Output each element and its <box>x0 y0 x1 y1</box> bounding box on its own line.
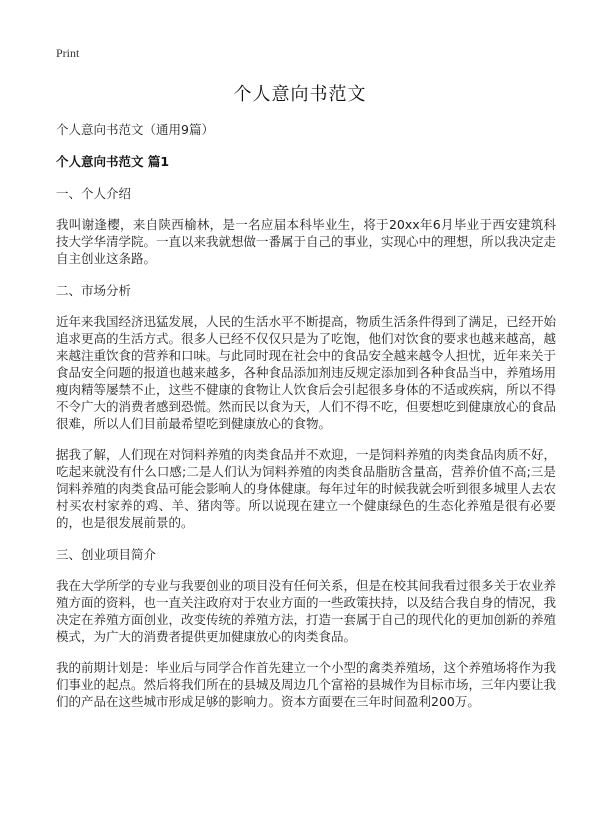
paragraph: 我的前期计划是：毕业后与同学合作首先建立一个小型的禽类养殖场，这个养殖场将作为我们事业的起点。然后将我们所在的县城及周边几个富裕的县城作为目标市场，三年内要让我们的产品在这些城市形成足够的影响力。资本方面要在三年时间盈利200万。 <box>56 660 557 709</box>
paragraph: 我叫谢逢樱，来自陕西榆林，是一名应届本科毕业生，将于20xx年6月毕业于西安建筑科技大学华清学院。一直以来我就想做一番属于自己的事业，实现心中的理想，所以我决定走自主创业这条路。 <box>56 217 557 266</box>
section-heading: 个人意向书范文 篇1 <box>56 154 170 169</box>
paragraph: 据我了解，人们现在对饲料养殖的肉类食品并不欢迎，一是饲料养殖的肉类食品肉质不好，吃起来就没有什么口感;二是人们认为饲料养殖的肉类食品脂肪含量高，营养价值不高;三是饲料养殖的肉类食品可能会影响人的身体健康。每年过年的时候我就会听到很多城里人去农村买农村家养的鸡、羊、猪肉等。所以说现在建立一个健康绿色的生态化养殖是很有必要的，也是很发展前景的。 <box>56 447 557 530</box>
document-title: 个人意向书范文 <box>233 84 367 105</box>
paragraph: 我在大学所学的专业与我要创业的项目没有任何关系，但是在校其间我看过很多关于农业养殖方面的资料，也一直关注政府对于农业方面的一些政策扶持，以及结合我自身的情况，我决定在养殖方面创业，改变传统的养殖方法，打造一套属于自己的现代化的更加创新的养殖模式，为广大的消费者提供更加健康放心的肉类食品。 <box>56 578 557 644</box>
document-body <box>56 120 556 724</box>
print-label: Print <box>56 46 80 60</box>
part-heading-intro: 一、个人介绍 <box>56 186 132 201</box>
part-heading-market: 二、市场分析 <box>56 283 132 298</box>
paragraph: 近年来我国经济迅猛发展，人民的生活水平不断提高，物质生活条件得到了满足，已经开始追求更高的生活方式。很多人已经不仅仅只是为了吃饱，他们对饮食的要求也越来越高，越来越注重饮食的营养和口味。与此同时现在社会中的食品安全越来越令人担忧，近年来关于食品安全问题的报道也越来越多，各种食品添加剂违反规定添加到各种食品当中，养殖场用瘦肉精等屡禁不止，这些不健康的食物让人饮食后会引起很多身体的不适或疾病，所以不得不令广大的消费者感到恐慌。然而民以食为天，人们不得不吃，但要想吃到健康放心的食品很难，所以人们目前最希望吃到健康放心的食物。 <box>56 314 557 431</box>
part-heading-project: 三、创业项目简介 <box>56 547 157 562</box>
document-subtitle: 个人意向书范文（通用9篇） <box>56 122 214 137</box>
